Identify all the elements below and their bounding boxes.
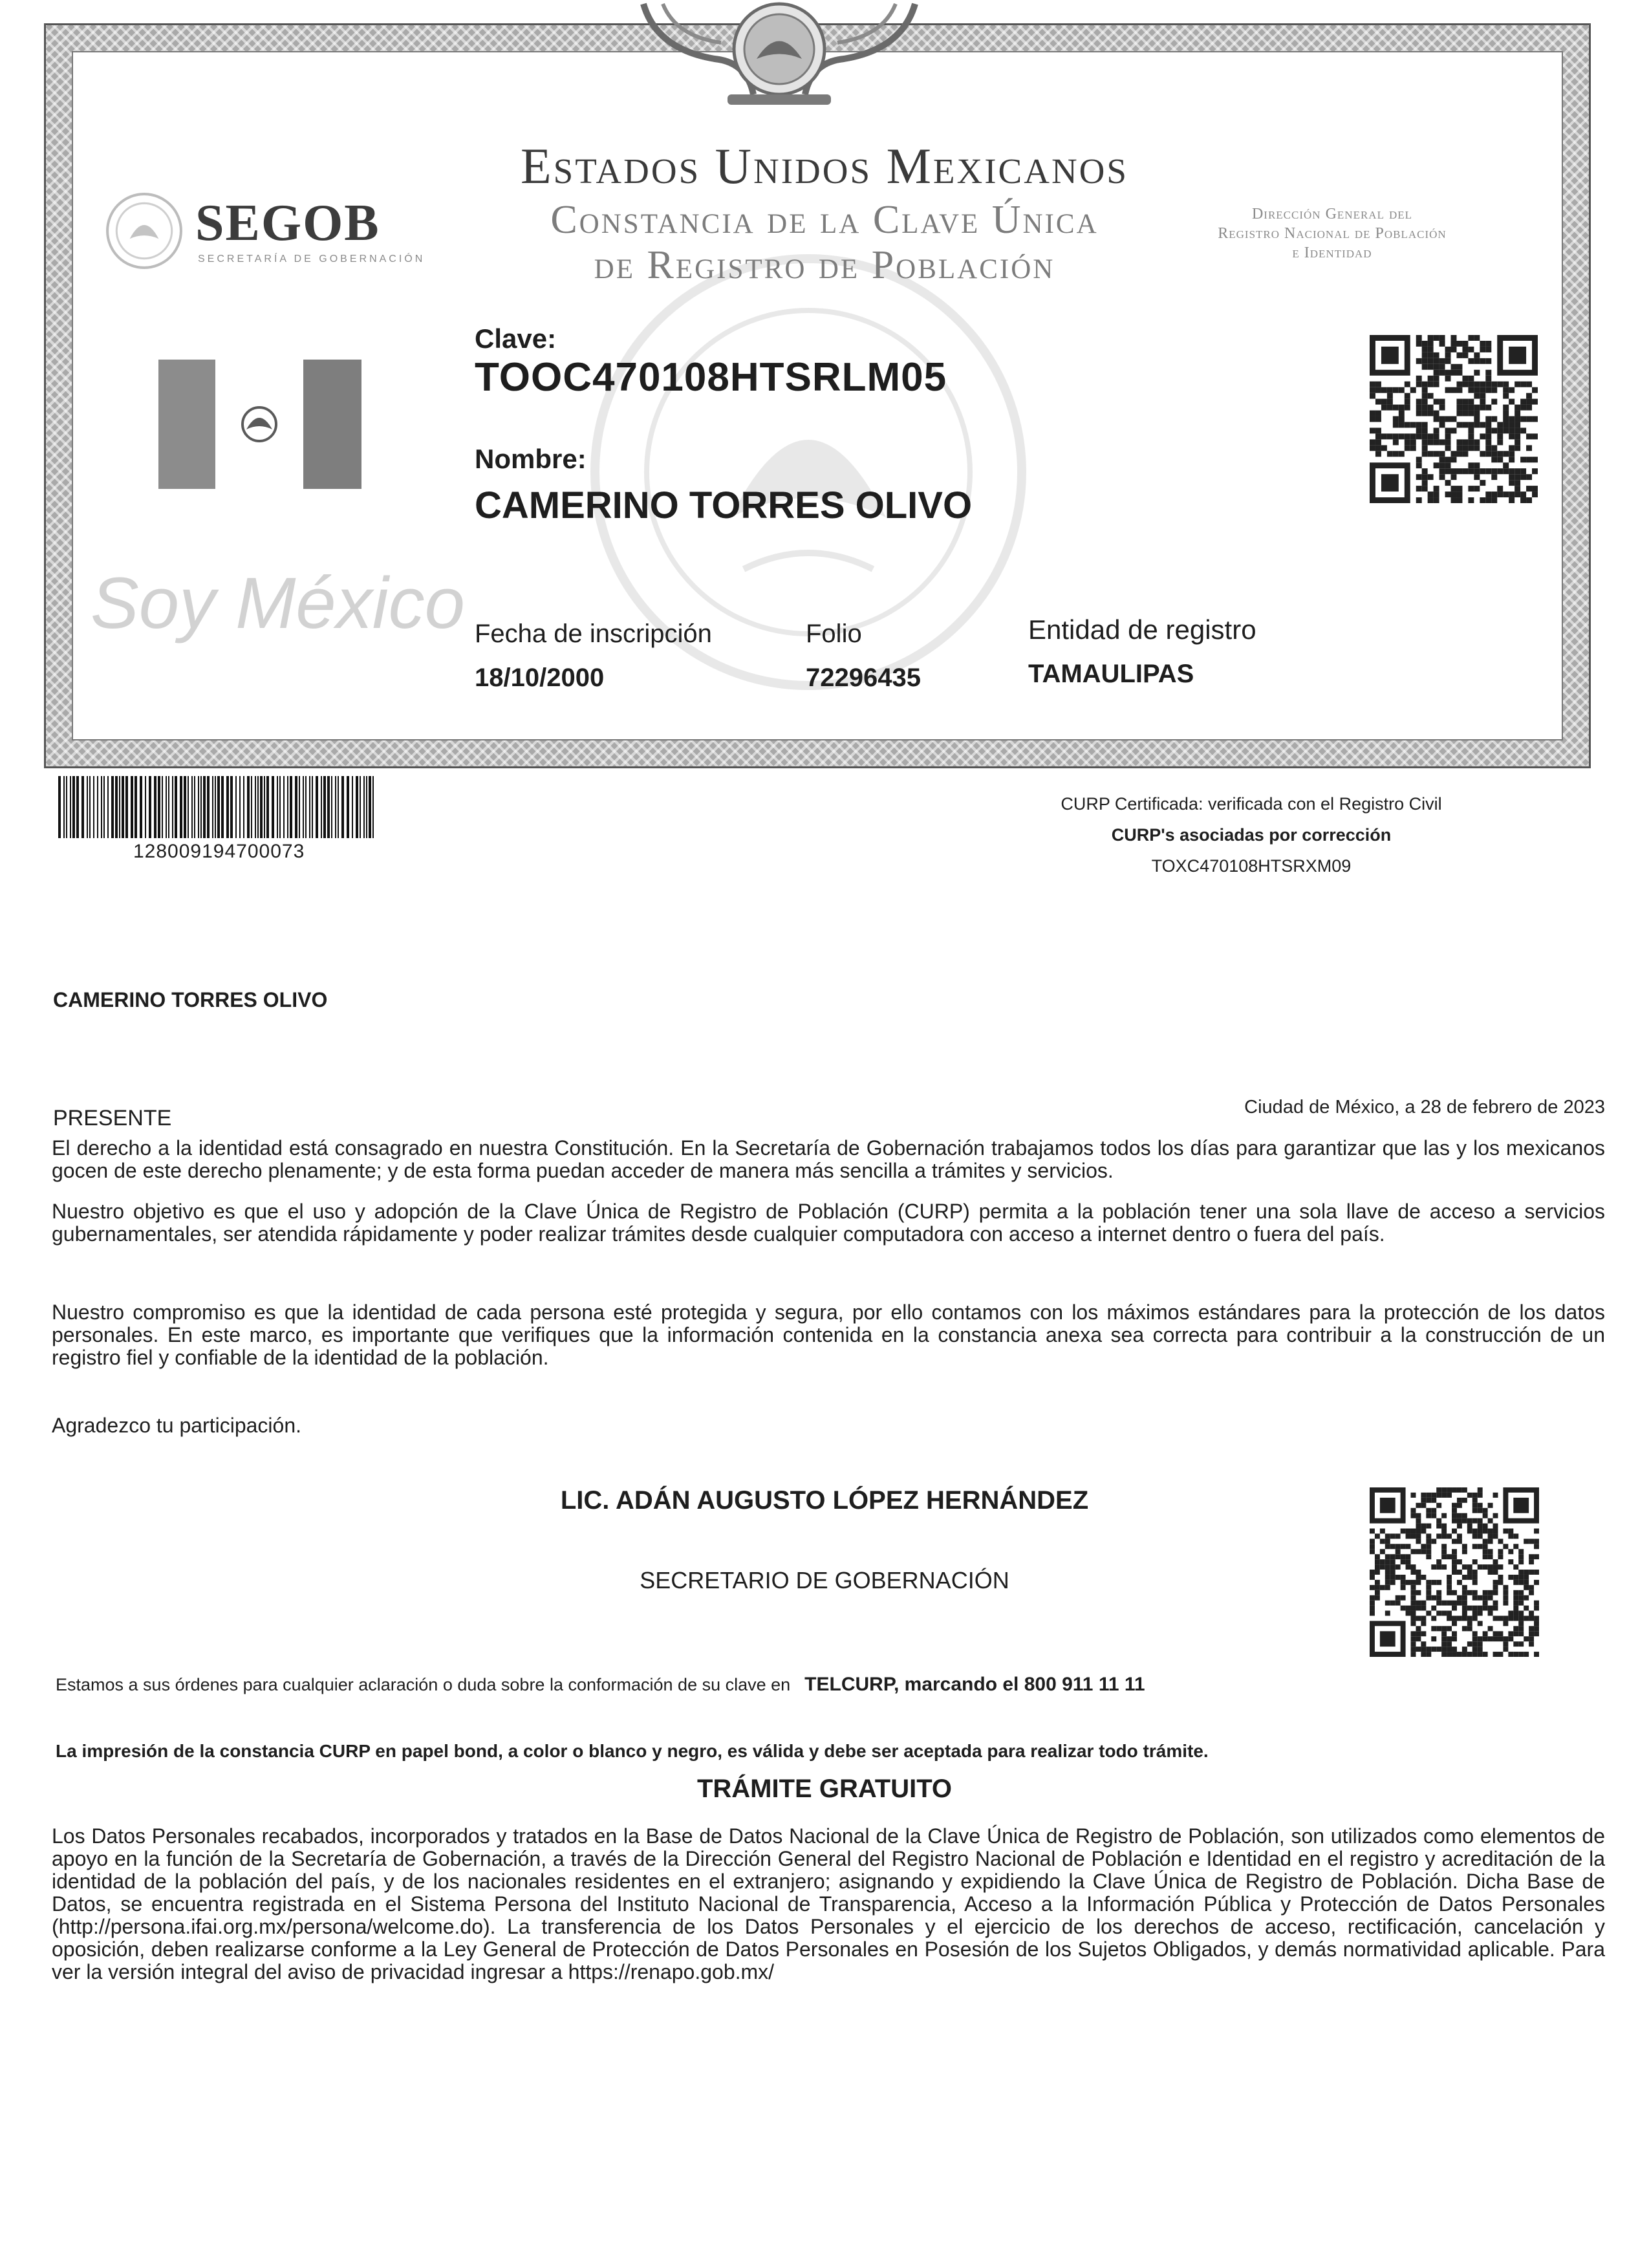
segob-emblem-icon — [105, 191, 184, 270]
privacy-notice: Los Datos Personales recabados, incorporados y tratados en la Base de Datos Nacional de la Clave Única de Registro de Población, son utilizados como elementos de apoyo en la función de la Secretaría de Gobernación, a través de la Dirección General del Registro Nacional de Población e Identidad en el registro y acreditación de la identidad de la población del país, y de los nacionales residentes en el extranjero; asignando y expidiendo la Clave Única de Registro de Población. Dicha Base de Datos, se encuentra registrada en el Sistema Persona del Instituto Nacional de Transparencia, Acceso a la Información Pública y Protección de Datos Personales (http://persona.ifai.org.mx/persona/welcome.do). La transferencia de los Datos Personales y el ejercicio de los derechos de acceso, rectificación, cancelación y oposición, deben realizarse conforme a la Ley General de Protección de Datos Personales en Posesión de los Sujetos Obligados, y demás normatividad aplicable. Para ver la versión integral del aviso de privacidad ingresar a https://renapo.gob.mx/ — [52, 1824, 1605, 1983]
curp-certificada-text: CURP Certificada: verificada con el Registro Civil — [1061, 794, 1442, 814]
segob-logo-text: SEGOB — [195, 195, 380, 252]
fecha-inscripcion-value: 18/10/2000 — [475, 664, 605, 692]
nombre-value: CAMERINO TORRES OLIVO — [475, 484, 973, 526]
mexico-flag-icon — [158, 360, 361, 489]
letter-paragraph-2: Nuestro objetivo es que el uso y adopción de la Clave Única de Registro de Población (CURP) permita a la población tener una sola llave de acceso a servicios gubernamentales, ser atendida rápidamente y poder realizar trámites desde cualquier computadora con acceso a internet dentro o fuera del país. — [52, 1200, 1605, 1246]
clave-label: Clave: — [475, 323, 557, 354]
letter-paragraph-3: Nuestro compromiso es que la identidad de cada persona esté protegida y segura, por ello contamos con los máximos estándares para la protección de los datos personales. En este marco, es importante que verifiques que la información contenida en la constancia anexa sea correcta para contribuir a la construcción de un registro fiel y confiable de la identidad de la población. — [52, 1301, 1605, 1369]
direccion-general: Dirección General del Registro Nacional de Población e Identidad — [1218, 206, 1447, 261]
header-country: Estados Unidos Mexicanos — [521, 138, 1128, 194]
fecha-inscripcion-label: Fecha de inscripción — [475, 620, 712, 648]
folio-label: Folio — [806, 620, 862, 648]
header-title-line1: Constancia de la Clave Única — [550, 198, 1099, 242]
nombre-label: Nombre: — [475, 444, 587, 474]
contact-phone: TELCURP, marcando el 800 911 11 11 — [804, 1674, 1145, 1695]
letter-closing: Agradezco tu participación. — [52, 1414, 301, 1437]
salutation: PRESENTE — [53, 1106, 172, 1130]
entidad-registro-label: Entidad de registro — [1028, 614, 1256, 645]
mexican-eagle-crest-icon — [618, 0, 941, 107]
signer-position: SECRETARIO DE GOBERNACIÓN — [640, 1567, 1009, 1593]
clave-value: TOOC470108HTSRLM05 — [475, 355, 947, 400]
folio-value: 72296435 — [806, 664, 921, 692]
letter-paragraph-1: El derecho a la identidad está consagrado en nuestra Constitución. En la Secretaría de Gobernación trabajamos todos los días para garantizar que las y los mexicanos gocen de este derecho plenamente; y de esta forma puedan acceder de manera más sencilla a trámites y servicios. — [52, 1136, 1605, 1182]
recipient-name: CAMERINO TORRES OLIVO — [53, 988, 328, 1011]
curp-asociada-value: TOXC470108HTSRXM09 — [1151, 856, 1352, 876]
qr-code-icon — [1370, 335, 1538, 503]
segob-subtitle: SECRETARÍA DE GOBERNACIÓN — [198, 254, 426, 265]
contact-text: Estamos a sus órdenes para cualquier aclaración o duda sobre la conformación de su clave en — [56, 1675, 791, 1694]
place-date: Ciudad de México, a 28 de febrero de 2023 — [1244, 1097, 1605, 1118]
soy-mexico-slogan: Soy México — [91, 563, 465, 643]
qr-code-icon — [1370, 1487, 1539, 1657]
header-title-line2: de Registro de Población — [594, 243, 1055, 287]
signer-name: LIC. ADÁN AUGUSTO LÓPEZ HERNÁNDEZ — [560, 1486, 1089, 1515]
contact-line — [56, 1674, 1145, 1696]
curp-asociadas-label: CURP's asociadas por corrección — [1111, 825, 1392, 845]
barcode-number: 128009194700073 — [133, 841, 305, 862]
tramite-gratuito: TRÁMITE GRATUITO — [696, 1775, 953, 1803]
barcode-icon — [58, 776, 379, 838]
print-validity-notice: La impresión de la constancia CURP en papel bond, a color o blanco y negro, es válida y debe ser aceptada para realizar todo trámite. — [56, 1741, 1209, 1761]
entidad-registro-value: TAMAULIPAS — [1028, 660, 1194, 688]
